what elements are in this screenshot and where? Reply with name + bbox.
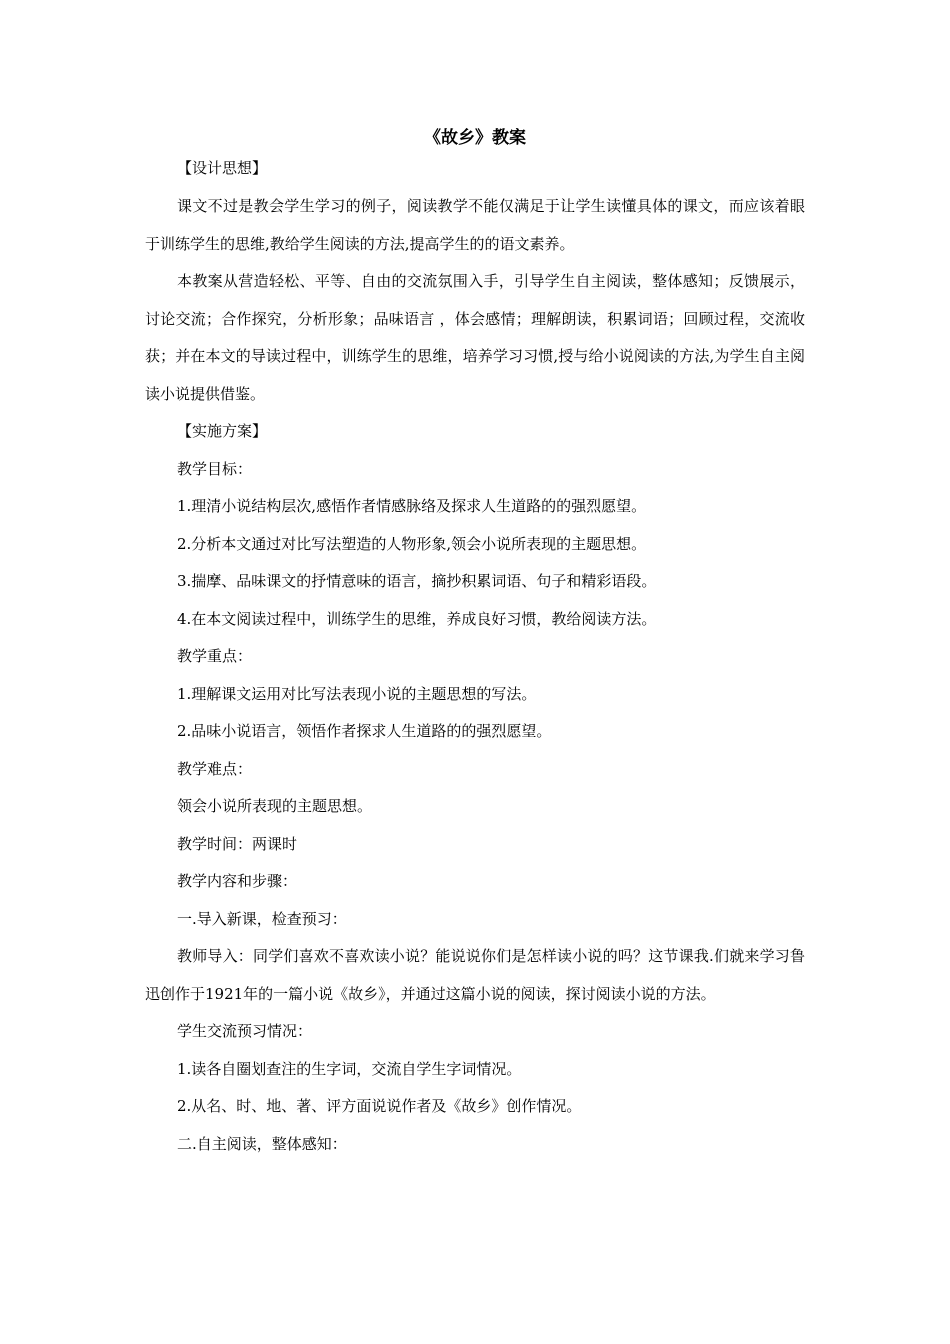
step-1-item-2: 2.从名、时、地、著、评方面说说作者及《故乡》创作情况。 bbox=[177, 1097, 582, 1115]
goal-item-3: 3.揣摩、品味课文的抒情意味的语言，摘抄积累词语、句子和精彩语段。 bbox=[177, 572, 657, 590]
goals-label: 教学目标： bbox=[177, 459, 253, 478]
plan-heading: 【实施方案】 bbox=[177, 422, 268, 440]
step-1-item-1: 1.读各自圈划查注的生字词，交流自学生字词情况。 bbox=[177, 1059, 522, 1078]
difficult-point-1: 领会小说所表现的主题思想。 bbox=[177, 797, 373, 815]
key-points-label: 教学重点： bbox=[177, 647, 253, 665]
goal-item-2: 2.分析本文通过对比写法塑造的人物形象,领会小说所表现的主题思想。 bbox=[177, 534, 647, 553]
difficult-points-label: 教学难点： bbox=[177, 759, 253, 778]
design-heading: 【设计思想】 bbox=[177, 159, 268, 177]
step-2-heading: 二.自主阅读，整体感知： bbox=[177, 1134, 347, 1153]
step-1-heading: 一.导入新课，检查预习： bbox=[177, 909, 347, 928]
step-1-exchange-label: 学生交流预习情况： bbox=[177, 1022, 313, 1040]
document-title: 《故乡》教案 bbox=[424, 128, 526, 148]
teaching-time: 教学时间：两课时 bbox=[177, 834, 298, 853]
design-paragraph-2: 本教案从营造轻松、平等、自由的交流氛围入手，引导学生自主阅读，整体感知；反馈展示，讨论交流；合作探究，分析形象；品味语言 ，体会感情；理解朗读，积累词语；回顾过程，交流收获；并在本文的导读过程中，训练学生的思维，培养学习习惯,授与给小说阅读的方法,为学生自主阅读小说提供借鉴。 bbox=[145, 272, 805, 403]
step-1-intro: 教师导入：同学们喜欢不喜欢读小说？能说说你们是怎样读小说的吗？这节课我.们就来学习鲁迅创作于1921年的一篇小说《故乡》，并通过这篇小说的阅读，探讨阅读小说的方法。 bbox=[145, 947, 805, 1003]
design-paragraph-1: 课文不过是教会学生学习的例子，阅读教学不能仅满足于让学生读懂具体的课文，而应该着眼于训练学生的思维,教给学生阅读的方法,提高学生的的语文素养。 bbox=[145, 197, 805, 253]
key-point-1: 1.理解课文运用对比写法表现小说的主题思想的写法。 bbox=[177, 684, 537, 703]
key-point-2: 2.品味小说语言，领悟作者探求人生道路的的强烈愿望。 bbox=[177, 722, 552, 740]
document-page bbox=[145, 126, 805, 1163]
steps-label: 教学内容和步骤： bbox=[177, 872, 298, 890]
goal-item-4: 4.在本文阅读过程中，训练学生的思维，养成良好习惯，教给阅读方法。 bbox=[177, 609, 657, 628]
goal-item-1: 1.理清小说结构层次,感悟作者情感脉络及探求人生道路的的强烈愿望。 bbox=[177, 497, 647, 515]
